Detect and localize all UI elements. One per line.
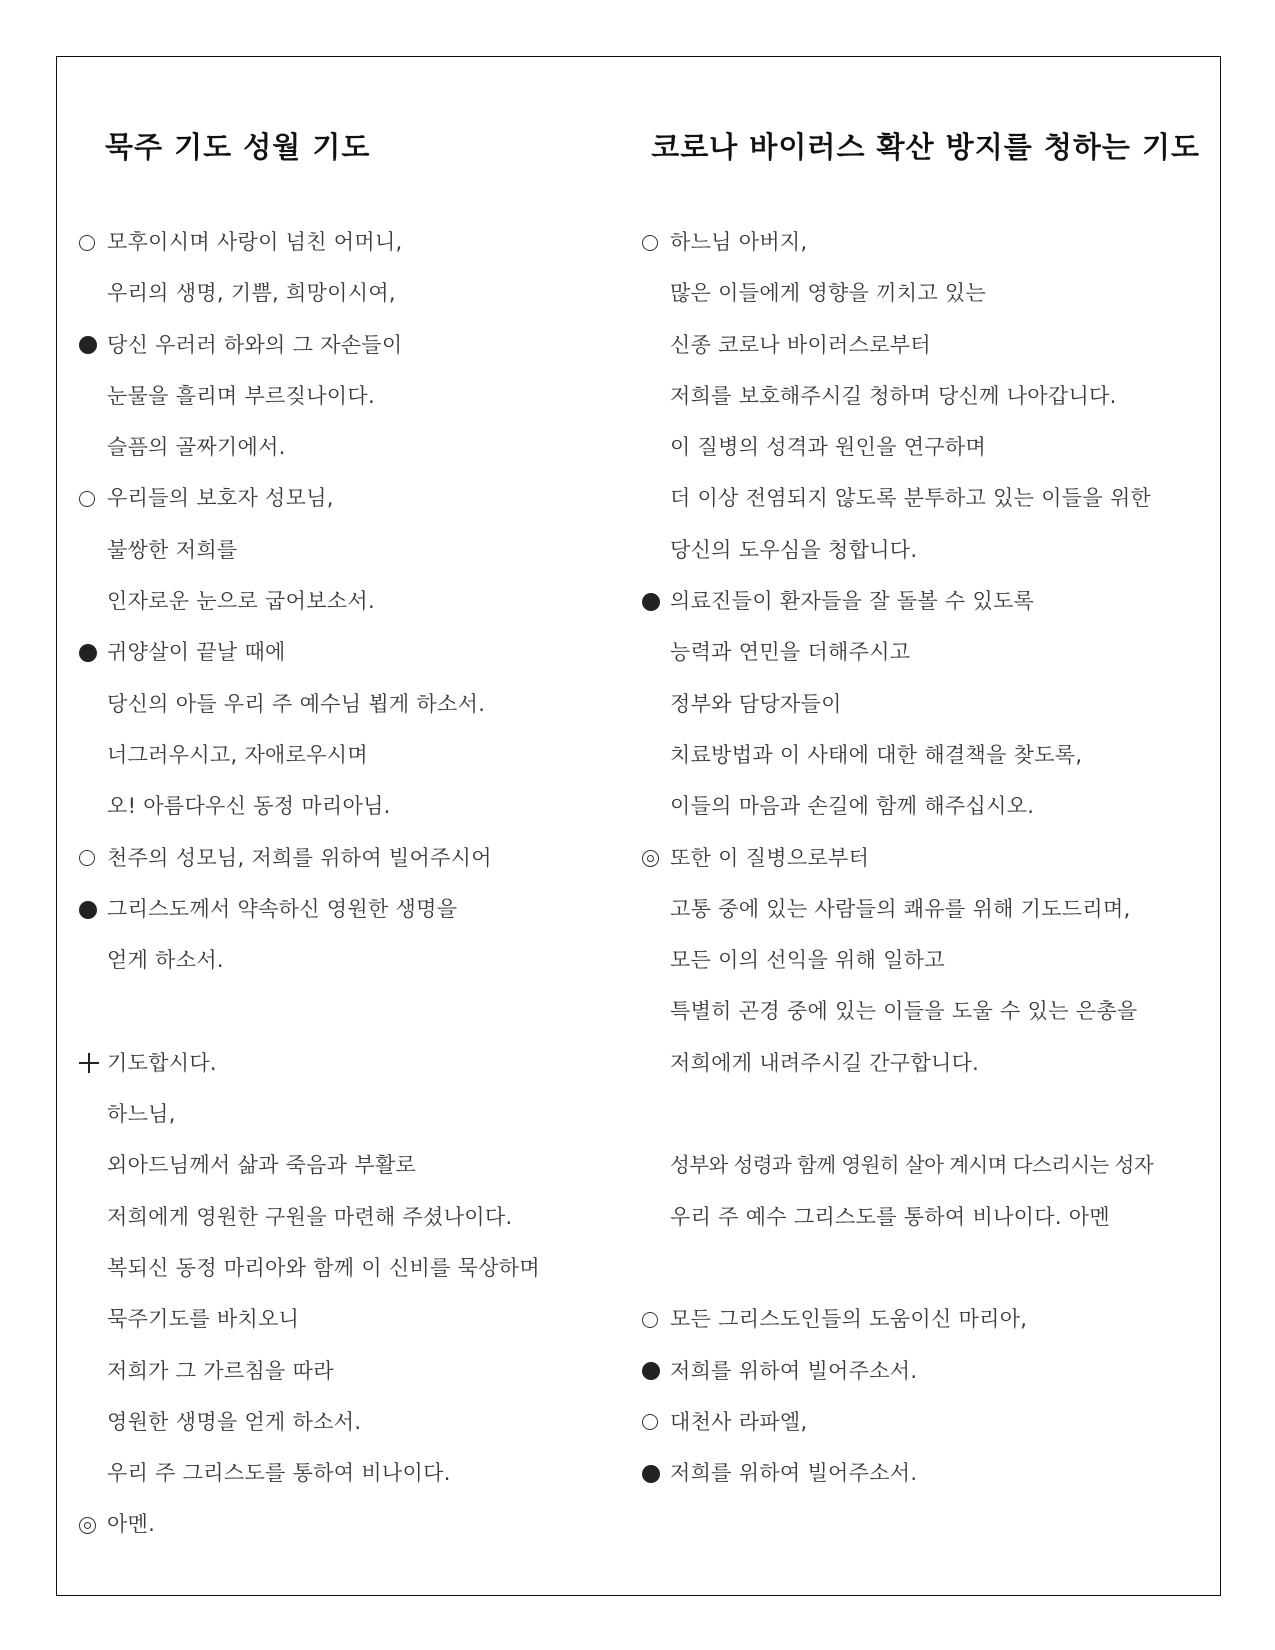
prayer-line — [642, 1038, 1202, 1089]
double-circle-icon — [79, 1517, 96, 1534]
filled-circle-icon — [79, 644, 97, 662]
prayer-line-text: 우리 주 예수 그리스도를 통하여 비나이다. 아멘 — [670, 1204, 1110, 1229]
prayer-line — [642, 1397, 1202, 1448]
prayer-line-text: 귀양살이 끝날 때에 — [107, 640, 286, 665]
prayer-line — [642, 525, 1202, 576]
prayer-line-text: 대천사 라파엘, — [670, 1409, 808, 1434]
prayer-line-text: 저희에게 내려주시길 간구합니다. — [670, 1050, 980, 1075]
page-frame — [56, 56, 1221, 1596]
prayer-line — [79, 833, 619, 884]
prayer-line-text: 외아드님께서 삶과 죽음과 부활로 — [107, 1153, 417, 1178]
double-circle-icon — [642, 850, 659, 867]
prayer-line-text: 인자로운 눈으로 굽어보소서. — [107, 589, 375, 614]
prayer-line-text: 특별히 곤경 중에 있는 이들을 도울 수 있는 은총을 — [670, 999, 1138, 1024]
line-marker — [642, 1465, 670, 1483]
filled-circle-icon — [642, 593, 660, 611]
prayer-line-text: 저희에게 영원한 구원을 마련해 주셨나이다. — [107, 1204, 513, 1229]
prayer-line-text: 성부와 성령과 함께 영원히 살아 계시며 다스리시는 성자 — [670, 1153, 1154, 1178]
prayer-line — [642, 371, 1202, 422]
prayer-line-text: 오! 아름다우신 동정 마리아님. — [107, 794, 391, 819]
open-circle-icon — [642, 235, 658, 251]
prayer-line — [79, 1294, 619, 1345]
prayer-line — [642, 1192, 1202, 1243]
prayer-line-text: 모든 이의 선익을 위해 일하고 — [670, 948, 945, 973]
prayer-line — [79, 1038, 619, 1089]
prayer-line — [79, 1192, 619, 1243]
prayer-line-text: 불쌍한 저희를 — [107, 537, 238, 562]
line-marker — [642, 1414, 670, 1430]
prayer-line — [642, 833, 1202, 884]
prayer-line — [642, 422, 1202, 473]
prayer-line — [642, 1140, 1202, 1191]
prayer-line-text: 능력과 연민을 더해주시고 — [670, 640, 911, 665]
prayer-line — [79, 525, 619, 576]
line-marker — [642, 1362, 670, 1380]
prayer-line — [79, 884, 619, 935]
prayer-line — [642, 268, 1202, 319]
prayer-line — [79, 1089, 619, 1140]
corona-prayer-lines — [642, 217, 1202, 1499]
prayer-line — [642, 473, 1202, 524]
rosary-prayer-column — [79, 127, 619, 1551]
prayer-line — [642, 320, 1202, 371]
prayer-line — [79, 1243, 619, 1294]
line-marker — [642, 235, 670, 251]
prayer-line-text: 더 이상 전염되지 않도록 분투하고 있는 이들을 위한 — [670, 486, 1152, 511]
prayer-line — [79, 781, 619, 832]
prayer-line-text: 이들의 마음과 손길에 함께 해주십시오. — [670, 794, 1035, 819]
prayer-line — [79, 679, 619, 730]
open-circle-icon — [642, 1312, 658, 1328]
prayer-line-text: 너그러우시고, 자애로우시며 — [107, 742, 368, 767]
prayer-line-text: 눈물을 흘리며 부르짖나이다. — [107, 383, 375, 408]
prayer-line — [79, 268, 619, 319]
line-marker — [79, 1053, 107, 1073]
open-circle-icon — [79, 235, 95, 251]
prayer-line-text: 그리스도께서 약속하신 영원한 생명을 — [107, 896, 458, 921]
prayer-line — [79, 986, 619, 1037]
prayer-line-text: 저희를 위하여 빌어주소서. — [670, 1461, 918, 1486]
line-marker — [79, 491, 107, 507]
prayer-line — [642, 627, 1202, 678]
prayer-line-text: 당신의 아들 우리 주 예수님 뵙게 하소서. — [107, 691, 486, 716]
line-marker — [79, 644, 107, 662]
rosary-prayer-lines — [79, 217, 619, 1551]
prayer-line-text: 모든 그리스도인들의 도움이신 마리아, — [670, 1307, 1028, 1332]
open-circle-icon — [79, 850, 95, 866]
prayer-line-text: 얻게 하소서. — [107, 948, 224, 973]
prayer-line-text: 많은 이들에게 영향을 끼치고 있는 — [670, 281, 987, 306]
prayer-line — [79, 730, 619, 781]
prayer-line — [79, 422, 619, 473]
prayer-line — [79, 1397, 619, 1448]
open-circle-icon — [79, 491, 95, 507]
prayer-line-text: 이 질병의 성격과 원인을 연구하며 — [670, 435, 987, 460]
filled-circle-icon — [79, 336, 97, 354]
prayer-line — [642, 1346, 1202, 1397]
prayer-line-text: 저희를 위하여 빌어주소서. — [670, 1358, 918, 1383]
corona-prayer-column — [642, 127, 1202, 1499]
prayer-line — [79, 935, 619, 986]
filled-circle-icon — [642, 1362, 660, 1380]
corona-prayer-title: 코로나 바이러스 확산 방지를 청하는 기도 — [651, 130, 1200, 164]
prayer-line-text: 우리의 생명, 기쁨, 희망이시여, — [107, 281, 396, 306]
prayer-line-text: 하느님 아버지, — [670, 230, 808, 254]
prayer-line-text: 치료방법과 이 사태에 대한 해결책을 찾도록, — [670, 742, 1083, 767]
line-marker — [79, 235, 107, 251]
prayer-line-text: 영원한 생명을 얻게 하소서. — [107, 1409, 362, 1434]
prayer-line-text: 당신 우러러 하와의 그 자손들이 — [107, 332, 403, 357]
prayer-line-text: 하느님, — [107, 1102, 176, 1127]
prayer-line — [642, 986, 1202, 1037]
line-marker — [79, 850, 107, 866]
rosary-prayer-title: 묵주 기도 성월 기도 — [105, 130, 371, 164]
prayer-line — [642, 781, 1202, 832]
prayer-line-text: 아멘. — [107, 1512, 156, 1537]
prayer-line-text: 천주의 성모님, 저희를 위하여 빌어주시어 — [107, 845, 492, 870]
prayer-line — [642, 1089, 1202, 1140]
prayer-line-text: 기도합시다. — [107, 1050, 217, 1075]
prayer-line — [642, 217, 1202, 268]
line-marker — [79, 336, 107, 354]
line-marker — [642, 593, 670, 611]
prayer-line — [642, 576, 1202, 627]
filled-circle-icon — [79, 901, 97, 919]
prayer-line-text: 저희가 그 가르침을 따라 — [107, 1358, 334, 1383]
prayer-line — [642, 1243, 1202, 1294]
filled-circle-icon — [642, 1465, 660, 1483]
prayer-line — [642, 679, 1202, 730]
prayer-line-text: 정부와 담당자들이 — [670, 691, 842, 716]
prayer-line — [642, 935, 1202, 986]
prayer-line — [79, 371, 619, 422]
prayer-line-text: 복되신 동정 마리아와 함께 이 신비를 묵상하며 — [107, 1255, 540, 1280]
prayer-line-text: 우리 주 그리스도를 통하여 비나이다. — [107, 1461, 451, 1486]
prayer-line-text: 의료진들이 환자들을 잘 돌볼 수 있도록 — [670, 589, 1035, 614]
prayer-line-text: 우리들의 보호자 성모님, — [107, 486, 334, 511]
prayer-line — [79, 217, 619, 268]
open-circle-icon — [642, 1414, 658, 1430]
prayer-line — [79, 1499, 619, 1550]
prayer-line-text: 저희를 보호해주시길 청하며 당신께 나아갑니다. — [670, 383, 1117, 408]
prayer-line — [79, 320, 619, 371]
prayer-line-text: 모후이시며 사랑이 넘친 어머니, — [107, 230, 403, 254]
line-marker — [642, 850, 670, 867]
line-marker — [79, 1517, 107, 1534]
prayer-line-text: 또한 이 질병으로부터 — [670, 845, 870, 870]
prayer-line — [79, 473, 619, 524]
prayer-line — [642, 1448, 1202, 1499]
prayer-line-text: 당신의 도우심을 청합니다. — [670, 537, 918, 562]
prayer-line-text: 신종 코로나 바이러스로부터 — [670, 332, 931, 357]
prayer-line — [642, 884, 1202, 935]
line-marker — [642, 1312, 670, 1328]
prayer-line — [79, 627, 619, 678]
cross-icon — [79, 1053, 99, 1073]
line-marker — [79, 901, 107, 919]
prayer-line — [79, 576, 619, 627]
prayer-line — [79, 1346, 619, 1397]
prayer-line-text: 묵주기도를 바치오니 — [107, 1307, 300, 1332]
prayer-line — [79, 1140, 619, 1191]
prayer-line-text: 슬픔의 골짜기에서. — [107, 435, 286, 460]
prayer-line — [642, 730, 1202, 781]
prayer-line-text: 고통 중에 있는 사람들의 쾌유를 위해 기도드리며, — [670, 896, 1131, 921]
prayer-line — [79, 1448, 619, 1499]
prayer-line — [642, 1294, 1202, 1345]
